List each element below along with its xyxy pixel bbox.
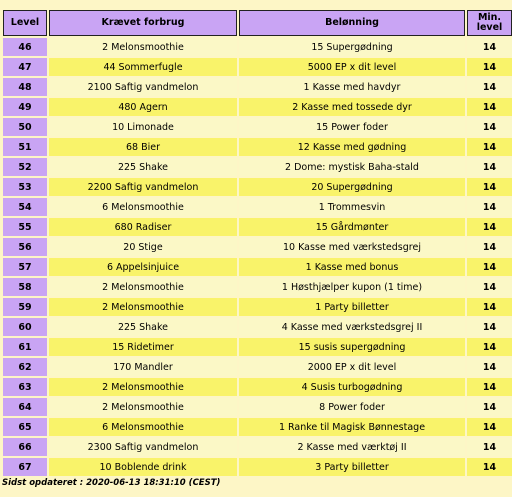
required-cell: 480 Agern	[49, 98, 237, 116]
level-cell: 47	[3, 58, 47, 76]
level-cell: 65	[3, 418, 47, 436]
min-level-cell: 14	[467, 58, 512, 76]
min-level-cell: 14	[467, 138, 512, 156]
required-cell: 2 Melonsmoothie	[49, 38, 237, 56]
reward-cell: 2 Kasse med tossede dyr	[239, 98, 465, 116]
table-row	[3, 118, 512, 136]
table-row	[3, 38, 512, 56]
level-cell: 64	[3, 398, 47, 416]
required-cell: 2 Melonsmoothie	[49, 398, 237, 416]
header-required: Krævet forbrug	[49, 10, 237, 36]
min-level-cell: 14	[467, 198, 512, 216]
reward-cell: 5000 EP x dit level	[239, 58, 465, 76]
level-cell: 57	[3, 258, 47, 276]
level-cell: 66	[3, 438, 47, 456]
level-cell: 59	[3, 298, 47, 316]
min-level-cell: 14	[467, 98, 512, 116]
required-cell: 2 Melonsmoothie	[49, 298, 237, 316]
reward-cell: 4 Susis turbogødning	[239, 378, 465, 396]
level-cell: 61	[3, 338, 47, 356]
min-level-cell: 14	[467, 318, 512, 336]
table-row	[3, 318, 512, 336]
reward-cell: 1 Party billetter	[239, 298, 465, 316]
reward-cell: 1 Ranke til Magisk Bønnestage	[239, 418, 465, 436]
min-level-cell: 14	[467, 258, 512, 276]
table-row	[3, 338, 512, 356]
min-level-cell: 14	[467, 158, 512, 176]
reward-cell: 1 Kasse med havdyr	[239, 78, 465, 96]
min-level-cell: 14	[467, 338, 512, 356]
required-cell: 170 Mandler	[49, 358, 237, 376]
required-cell: 2 Melonsmoothie	[49, 378, 237, 396]
min-level-cell: 14	[467, 378, 512, 396]
table-row	[3, 218, 512, 236]
level-cell: 54	[3, 198, 47, 216]
level-cell: 53	[3, 178, 47, 196]
table-row	[3, 378, 512, 396]
table-row	[3, 278, 512, 296]
reward-cell: 4 Kasse med værkstedsgrej II	[239, 318, 465, 336]
reward-cell: 12 Kasse med gødning	[239, 138, 465, 156]
level-cell: 50	[3, 118, 47, 136]
table-row	[3, 358, 512, 376]
min-level-cell: 14	[467, 438, 512, 456]
required-cell: 44 Sommerfugle	[49, 58, 237, 76]
reward-cell: 1 Kasse med bonus	[239, 258, 465, 276]
min-level-cell: 14	[467, 38, 512, 56]
required-cell: 68 Bier	[49, 138, 237, 156]
reward-cell: 8 Power foder	[239, 398, 465, 416]
reward-cell: 2 Kasse med værktøj II	[239, 438, 465, 456]
required-cell: 225 Shake	[49, 318, 237, 336]
required-cell: 10 Limonade	[49, 118, 237, 136]
min-level-cell: 14	[467, 418, 512, 436]
required-cell: 2200 Saftig vandmelon	[49, 178, 237, 196]
reward-cell: 20 Supergødning	[239, 178, 465, 196]
required-cell: 20 Stige	[49, 238, 237, 256]
header-row	[3, 10, 512, 36]
min-level-cell: 14	[467, 358, 512, 376]
reward-cell: 10 Kasse med værkstedsgrej	[239, 238, 465, 256]
min-level-cell: 14	[467, 458, 512, 476]
level-cell: 51	[3, 138, 47, 156]
level-cell: 55	[3, 218, 47, 236]
required-cell: 225 Shake	[49, 158, 237, 176]
header-reward: Belønning	[239, 10, 465, 36]
reward-cell: 15 Power foder	[239, 118, 465, 136]
table-row	[3, 178, 512, 196]
level-cell: 67	[3, 458, 47, 476]
level-cell: 56	[3, 238, 47, 256]
reward-cell: 15 susis supergødning	[239, 338, 465, 356]
table-row	[3, 158, 512, 176]
last-updated: Sidst opdateret : 2020-06-13 18:31:10 (CEST)	[2, 478, 221, 488]
required-cell: 2300 Saftig vandmelon	[49, 438, 237, 456]
required-cell: 6 Melonsmoothie	[49, 198, 237, 216]
table-row	[3, 238, 512, 256]
min-level-cell: 14	[467, 118, 512, 136]
table-body	[3, 38, 512, 476]
level-cell: 63	[3, 378, 47, 396]
min-level-cell: 14	[467, 298, 512, 316]
required-cell: 6 Melonsmoothie	[49, 418, 237, 436]
table-row	[3, 418, 512, 436]
required-cell: 15 Ridetimer	[49, 338, 237, 356]
required-cell: 10 Boblende drink	[49, 458, 237, 476]
reward-cell: 1 Trommesvin	[239, 198, 465, 216]
table-row	[3, 58, 512, 76]
level-cell: 62	[3, 358, 47, 376]
reward-cell: 15 Gårdmønter	[239, 218, 465, 236]
reward-cell: 15 Supergødning	[239, 38, 465, 56]
required-cell: 2 Melonsmoothie	[49, 278, 237, 296]
table-row	[3, 98, 512, 116]
table-row	[3, 258, 512, 276]
reward-cell: 2 Dome: mystisk Baha-stald	[239, 158, 465, 176]
table-row	[3, 78, 512, 96]
min-level-cell: 14	[467, 238, 512, 256]
reward-cell: 1 Høsthjælper kupon (1 time)	[239, 278, 465, 296]
level-cell: 60	[3, 318, 47, 336]
table-row	[3, 438, 512, 456]
required-cell: 680 Radiser	[49, 218, 237, 236]
min-level-cell: 14	[467, 78, 512, 96]
min-level-cell: 14	[467, 218, 512, 236]
level-cell: 52	[3, 158, 47, 176]
table-row	[3, 198, 512, 216]
table-row	[3, 138, 512, 156]
level-cell: 58	[3, 278, 47, 296]
table-row	[3, 298, 512, 316]
reward-cell: 2000 EP x dit level	[239, 358, 465, 376]
level-cell: 46	[3, 38, 47, 56]
header-min-level: Min. level	[467, 10, 512, 36]
level-rewards-table	[1, 8, 512, 478]
level-cell: 49	[3, 98, 47, 116]
table-row	[3, 458, 512, 476]
min-level-cell: 14	[467, 398, 512, 416]
min-level-cell: 14	[467, 178, 512, 196]
table-row	[3, 398, 512, 416]
min-level-cell: 14	[467, 278, 512, 296]
required-cell: 6 Appelsinjuice	[49, 258, 237, 276]
header-level: Level	[3, 10, 47, 36]
reward-cell: 3 Party billetter	[239, 458, 465, 476]
level-cell: 48	[3, 78, 47, 96]
required-cell: 2100 Saftig vandmelon	[49, 78, 237, 96]
